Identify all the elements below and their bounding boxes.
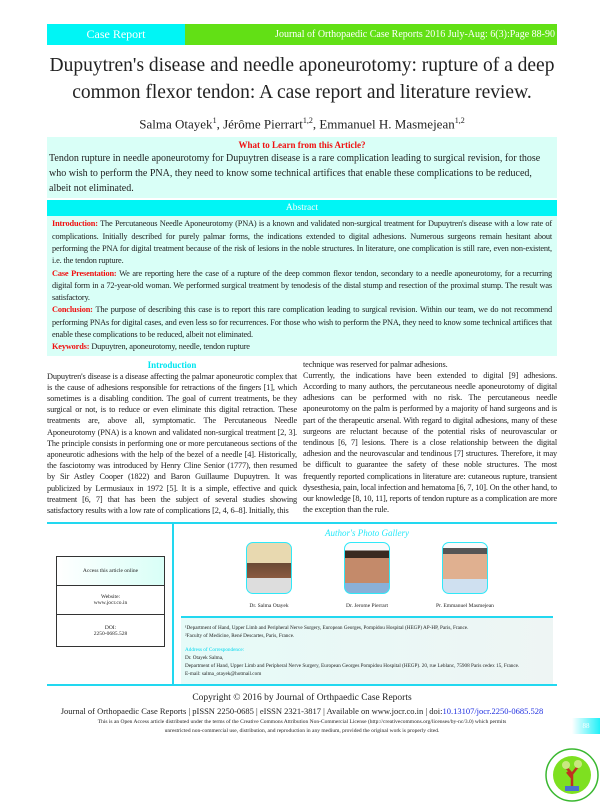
- gallery-panel: [174, 524, 557, 684]
- abstract-text: The purpose of describing this case is to report this rare complication leading to surgical revision. Within our team, we do not recommend performing PNAs for digital cases, and even less so for recurrences. For those who wish to perform the PNA, they need to know some technical artifices that enable these complications to be reduced, albeit not eliminated.: [52, 305, 552, 339]
- abstract-heading: Abstract: [47, 200, 557, 216]
- correspondence-email: E-mail: salma_otayek@hotmail.com: [185, 671, 262, 678]
- affiliation: ¹Department of Hand, Upper Limb and Peripheral Nerve Surgery, European Georges, Pompidou Hospital (HEGP) AP-HP, Paris, France.: [185, 625, 469, 632]
- introduction-heading: Introduction: [147, 359, 197, 370]
- author-photo: [442, 542, 488, 594]
- keywords-text: Dupuytren, aponeurotomy, needle, tendon rupture: [91, 342, 250, 352]
- doi-value: 2250-0685.528: [93, 630, 128, 637]
- author-affil: 1,2: [454, 116, 465, 125]
- author-photo-card: [229, 542, 309, 610]
- author-photos: [181, 542, 553, 610]
- journal-citation-banner: Journal of Orthopaedic Case Reports 2016 July-Aug: 6(3):Page 88-90: [185, 24, 557, 45]
- body-right-column: [303, 359, 557, 517]
- correspondence-heading: Address of Correspondence:: [185, 647, 245, 654]
- body-paragraph: Currently, the indications have been extended to digital [9] adhesions. According to many authors, the percutaneous needle aponeurotomy of digital adhesions can be performed with no risk. The percutaneous needle aponeurotomy on the palm is performed by a majority of hand surgeons and is part of the therapeutic arsenal. With regard to digital adhesions, many of these surgeons are reluctant because of the potential risks of neurovascular or tendinous [6, 7] lesions. There is a close relationship between the digital adhesion and the neurovascular and tendinous [7] structures. Therefore, it may be difficult to guarantee the safety of these noble structures. The most frequently reported complications in literature are: cutaneous rupture, transient dysesthesia, pain, local infection and hematoma [6, 7, 10]. On the other hand, to our knowledge [8, 10, 11], reports of tendon rupture as a complication are more the exception than the rule.: [303, 370, 557, 515]
- abstract-text: The Percutaneous Needle Aponeurotomy (PNA) is a known and validated non-surgical treatment for Dupuytren's disease with a low rate of complications. Initially described for purely palmar forms, the indications extended to digital adhesions. Numerous surgeons remain hesitant about performing the PNA for digital treatment because of the risk of lesions in the noble structures. In literature, one complication is still rare, even non-existent, i.e. the tendon rupture.: [52, 219, 552, 266]
- article-type-banner: Case Report: [47, 24, 185, 45]
- access-panel: [47, 524, 174, 684]
- access-online-box: [56, 556, 165, 647]
- correspondence-name: Dr. Otayek Salma,: [185, 655, 224, 662]
- article-page: [47, 0, 590, 806]
- page-number: 88: [572, 718, 600, 734]
- license-text: This is an Open Access article distributed under the terms of the Creative Commons Attribution Non-Commercial License (http://creativecommons.org/licenses/by-nc/3.0) which permits: [97, 719, 507, 726]
- body-left-column: [47, 359, 297, 517]
- article-info-section: [47, 522, 557, 686]
- abstract-label: Conclusion:: [52, 305, 93, 315]
- license-text: unrestricted non-commercial use, distribution, and reproduction in any medium, provided the original work is properly cited.: [164, 728, 440, 735]
- header-bar: [47, 24, 557, 45]
- website-label: Website:: [100, 594, 121, 601]
- author-affil: 1: [212, 116, 217, 125]
- doi-link[interactable]: 10.13107/jocr.2250-0685.528: [442, 706, 544, 717]
- body-columns: [47, 359, 557, 517]
- footer: [47, 692, 590, 736]
- correspondence-address: Department of Hand, Upper Limb and Peripheral Nerve Surgery, European Georges Pompidou Hospital (HEGP). 20, rue Leblanc, 75908 Paris cedex 15, France.: [185, 663, 520, 670]
- affiliation: ²Faculty of Medicine, René Descartes, Paris, France.: [185, 633, 295, 640]
- author-photo-caption: Dr. Salma Otayek: [249, 603, 289, 610]
- author-photo-caption: Dr. Jerome Pierrart: [346, 603, 388, 610]
- access-heading: Access this article online: [82, 568, 139, 575]
- body-paragraph: technique was reserved for palmar adhesions.: [303, 359, 448, 369]
- learning-text: Tendon rupture in needle aponeurotomy for Dupuytren disease is a rare complication leading to surgical revision, for those who wish to perform the PNA, they need to know some technical artifices that enable these complications to be reduced, albeit not eliminated.: [49, 153, 541, 195]
- abstract-text: We are reporting here the case of a rupture of the deep common flexor tendon, secondary to a needle aponeurotomy, for a recurring digital form in a 72-year-old woman. We performed surgical treatment by tenodesis of the distal stump and resection of the proximal stump. The result was satisfactory.: [52, 268, 552, 303]
- author-photo-card: [425, 542, 505, 610]
- journal-logo-icon: [545, 748, 599, 802]
- author-photo: [344, 542, 390, 594]
- abstract-label: Case Presentation:: [52, 268, 117, 278]
- gallery-heading: Author's Photo Gallery: [325, 528, 409, 539]
- author-affil: 1,2: [302, 116, 313, 125]
- author-photo: [246, 542, 292, 594]
- abstract-label: Introduction:: [52, 219, 98, 229]
- body-paragraph: Dupuytren's disease is a disease affecting the palmar aponeurotic complex that is the cause of adhesions responsible for retractions of the fingers [1], which sometimes is a disabling condition. The goal of current treatments, be they surgical or not, is to reduce or even eliminate this digital retraction. These treatments are, above all, symptomatic. The Percutaneous Needle Aponeurotomy (PNA) is a known and validated non-surgical treatment [2, 3]. The principle consists in performing one or more percutaneous sections of the aponeurotic adhesions with the help of the bezel of a needle [4]. Historically, the fasciotomy was introduced by Henry Cline Senior (1777), then resumed by Sir Astley Cooper (1822) and Baron Guillaume Dupuytren. It was publicized by Lermusiaux in 1972 [5]. It is a simple, effective and quick treatment [6, 7] that has been the subject of several studies showing satisfactory results with a low rate of complications [2, 4, 6–8]. Initially, this: [47, 371, 297, 516]
- learning-heading: What to Learn from this Article?: [238, 140, 366, 151]
- doi-label: DOI:: [104, 624, 117, 631]
- author: Emmanuel H. Masmejean: [319, 116, 455, 132]
- author-photo-card: [327, 542, 407, 610]
- author-list: Salma Otayek$^1$, Jérôme Pierrart$^{1,2}$, Emmanuel H. Masmejean$^{1,2}$: [139, 116, 465, 132]
- copyright: Copyright © 2016 by Journal of Orthpaedic Case Reports: [192, 693, 412, 704]
- website-link[interactable]: www.jocr.co.in: [93, 600, 128, 607]
- abstract-body: [47, 216, 557, 355]
- author: Jérôme Pierrart: [223, 116, 303, 132]
- learning-box: [47, 137, 557, 198]
- journal-info: Journal of Orthopaedic Case Reports | pISSN 2250-0685 | eISSN 2321-3817 | Available on www.jocr.co.in | doi:: [60, 706, 443, 717]
- article-title: Dupuytren's disease and needle aponeurotomy: rupture of a deep common flexor tendon: A case report and literature review.: [49, 55, 555, 103]
- affiliations-box: [181, 616, 553, 684]
- author: Salma Otayek: [139, 116, 213, 132]
- keywords-label: Keywords:: [52, 342, 90, 352]
- author-photo-caption: Pr. Emmanuel Masmejean: [436, 603, 494, 610]
